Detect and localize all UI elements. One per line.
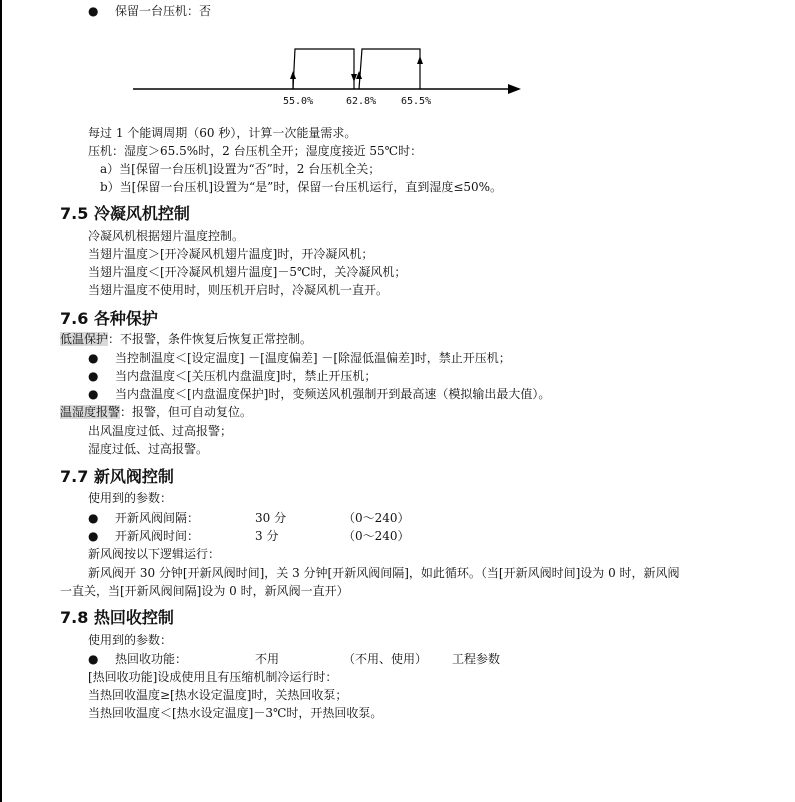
bullet-dot: ●	[88, 511, 99, 525]
list-item-a: a）当[保留一台压机]设置为“否”时，2 台压机全关；	[100, 162, 381, 176]
paragraph-line: 当翅片温度＞[开冷凝风机翅片温度]时，开冷凝风机；	[88, 247, 374, 261]
up-arrow-3	[417, 56, 423, 64]
protection-text: ：不报警，条件恢复后恢复正常控制。	[108, 332, 313, 346]
pulse-2	[359, 49, 420, 89]
paragraph-line: [热回收功能]设成使用且有压缩机制冷运行时：	[88, 670, 338, 684]
param-range: （0～240）	[343, 511, 410, 525]
bullet-dot: ●	[88, 529, 99, 543]
bullet-dot: ●	[88, 369, 99, 383]
paragraph-line: 每过 1 个能调周期（60 秒），计算一次能量需求。	[88, 126, 357, 140]
param-name: 开新风阀间隔：	[115, 511, 200, 525]
tick-label: 55.0%	[283, 96, 314, 107]
down-arrow-1	[351, 74, 357, 82]
timing-diagram	[130, 44, 530, 94]
paragraph-line: 新风阀开 30 分钟[开新风阀时间]，关 3 分钟[开新风阀间隔]，如此循环。（当[开新风阀时间]设为 0 时，新风阀	[88, 566, 680, 580]
page-edge	[0, 0, 2, 802]
pulse-1	[293, 49, 354, 89]
section-heading-7-8: 7.8 热回收控制	[60, 608, 174, 627]
bullet-text: 当内盘温度＜[内盘温度保护]时，变频送风机强制开到最高速（模拟输出最大值）。	[115, 387, 551, 401]
param-name: 热回收功能：	[115, 652, 188, 666]
paragraph-line: 湿度过低、过高报警。	[88, 442, 209, 456]
bullet-dot: ●	[88, 351, 99, 365]
param-value: 3 分	[255, 529, 279, 543]
highlight-label: 温湿度报警	[60, 405, 121, 419]
tick-label: 62.8%	[346, 96, 377, 107]
bullet-dot: ●	[88, 387, 99, 401]
param-range: （不用、使用）	[343, 652, 428, 666]
param-value: 30 分	[255, 511, 287, 525]
paragraph-line: 当热回收温度≥[热水设定温度]时，关热回收泵；	[88, 688, 348, 702]
paragraph-line: 当热回收温度＜[热水设定温度]－3℃时，开热回收泵。	[88, 706, 383, 720]
bullet-text: 当控制温度＜[设定温度] －[温度偏差] －[除湿低温偏差]时，禁止开压机；	[115, 351, 511, 365]
section-heading-7-5: 7.5 冷凝风机控制	[60, 204, 190, 223]
list-item-b: b）当[保留一台压机]设置为“是”时，保留一台压机运行，直到湿度≤50%。	[100, 180, 503, 194]
up-arrow-2	[356, 71, 362, 79]
param-range: （0～240）	[343, 529, 410, 543]
bullet-text: 当内盘温度＜[关压机内盘温度]时，禁止开压机；	[115, 369, 377, 383]
highlight-label: 低温保护	[60, 332, 109, 346]
tick-label: 65.5%	[401, 96, 432, 107]
paragraph-line: 当翅片温度＜[开冷凝风机翅片温度]－5℃时，关冷凝风机；	[88, 265, 407, 279]
section-heading-7-6: 7.6 各种保护	[60, 309, 158, 328]
paragraph-line: 出风温度过低、过高报警；	[88, 424, 233, 438]
param-note: 工程参数	[452, 652, 501, 666]
param-value: 不用	[255, 652, 280, 666]
paragraph-line: 使用到的参数：	[88, 491, 173, 505]
axis-arrow-head	[508, 84, 521, 94]
alarm-text: ：报警，但可自动复位。	[120, 405, 253, 419]
paragraph-line: 新风阀按以下逻辑运行：	[88, 547, 221, 561]
paragraph-line: 压机：湿度＞65.5%时，2 台压机全开；湿度度接近 55℃时：	[88, 144, 423, 158]
up-arrow-1	[290, 71, 296, 79]
section-heading-7-7: 7.7 新风阀控制	[60, 467, 174, 486]
paragraph-line: 使用到的参数：	[88, 633, 173, 647]
paragraph-line: 一直关，当[开新风阀间隔]设为 0 时，新风阀一直开）	[60, 584, 349, 598]
low-temp-protection-line	[60, 331, 312, 347]
top-bullet-text: 保留一台压机：否	[115, 4, 212, 18]
bullet-dot: ●	[88, 652, 99, 666]
humidity-alarm-line	[60, 404, 252, 420]
paragraph-line: 冷凝风机根据翅片温度控制。	[88, 229, 245, 243]
bullet-dot: ●	[88, 4, 99, 18]
paragraph-line: 当翅片温度不使用时，则压机开启时，冷凝风机一直开。	[88, 283, 389, 297]
param-name: 开新风阀时间：	[115, 529, 200, 543]
